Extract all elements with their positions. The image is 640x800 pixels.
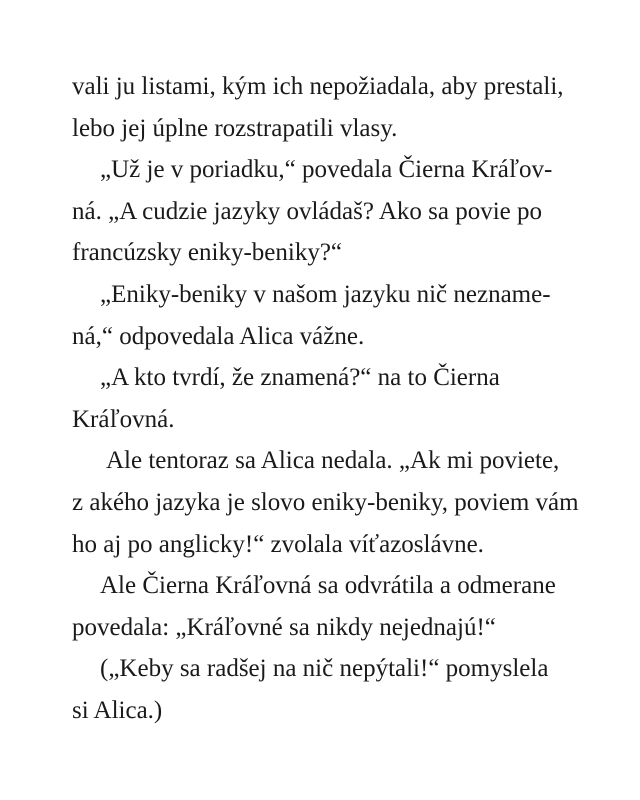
text-line-8: „A kto tvrdí, že znamená?“ na to Čierna — [100, 364, 500, 392]
text-line-2: lebo jej úplne rozstrapatili vlasy. — [72, 114, 398, 142]
text-line-10: Ale tentoraz sa Alica nedala. „Ak mi poviete, — [106, 447, 560, 475]
text-line-6: „Eniky-beniky v našom jazyku nič nezname- — [100, 280, 551, 308]
text-line-16: si Alica.) — [72, 696, 163, 724]
text-line-4: ná. „A cudzie jazyky ovládaš? Ako sa povie po — [72, 197, 542, 225]
text-line-13: Ale Čierna Kráľovná sa odvrátila a odmerane — [100, 572, 556, 600]
page-text — [72, 66, 577, 732]
text-line-12: ho aj po anglicky!“ zvolala víťazoslávne. — [72, 530, 484, 558]
text-line-5: francúzsky eniky-beniky?“ — [72, 239, 343, 267]
text-line-1: vali ju listami, kým ich nepožiadala, aby prestali, — [72, 73, 564, 100]
text-line-3: „Už je v poriadku,“ povedala Čierna Kráľov- — [100, 156, 553, 184]
text-line-9: Kráľovná. — [72, 405, 175, 433]
text-line-7: ná,“ odpovedala Alica vážne. — [72, 322, 365, 350]
text-line-14: povedala: „Kráľovné sa nikdy nejednajú!“ — [72, 613, 496, 641]
text-line-11: z akého jazyka je slovo eniky-beniky, poviem vám — [72, 488, 579, 516]
text-line-15: („Keby sa radšej na nič nepýtali!“ pomyslela — [100, 655, 549, 683]
